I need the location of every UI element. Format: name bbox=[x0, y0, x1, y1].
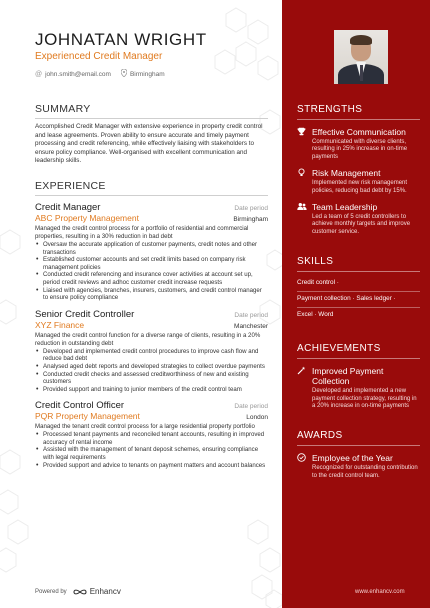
job-bullet: • Conducted credit checks and assessed creditworthiness of new and existing customers bbox=[35, 371, 268, 386]
award-description: Recognized for outstanding contribution to the credit control team. bbox=[312, 465, 418, 479]
check-circle-icon bbox=[297, 453, 306, 480]
job-bullet: • Developed and implemented credit control procedures to improve cash flow and reduce bad debt bbox=[35, 348, 268, 363]
achievement-item bbox=[297, 366, 420, 410]
candidate-headline: Experienced Credit Manager bbox=[35, 51, 163, 62]
job-location: Manchester bbox=[234, 322, 268, 330]
job-role: Credit Manager bbox=[35, 201, 101, 213]
job-date: Date period bbox=[234, 311, 268, 319]
job-bullets bbox=[35, 348, 268, 394]
candidate-name: JOHNATAN WRIGHT bbox=[35, 30, 207, 49]
strength-item bbox=[297, 202, 420, 236]
skill-row: Payment collection · Sales ledger · bbox=[297, 292, 420, 308]
footer-powered-by bbox=[35, 587, 121, 596]
brand-name: Enhancv bbox=[89, 587, 121, 596]
job-entry bbox=[35, 400, 268, 469]
footer-url[interactable]: www.enhancv.com bbox=[355, 589, 405, 595]
job-bullet: • Oversaw the accurate application of customer payments, credit notes and other transactions bbox=[35, 241, 268, 256]
job-location: Birmingham bbox=[233, 215, 268, 223]
job-bullet: • Assisted with the management of tenant deposit schemes, ensuring compliance with legal requirements bbox=[35, 446, 268, 461]
skills-list bbox=[297, 276, 420, 323]
bulb-icon bbox=[297, 168, 306, 195]
job-bullet: • Liaised with agencies, branches, insurers, customers, and credit control manager to ensure policy compliance bbox=[35, 287, 268, 302]
job-location: London bbox=[246, 414, 268, 422]
strength-title: Team Leadership bbox=[312, 202, 378, 213]
strength-description: Led a team of 5 credit controllers to achieve monthly targets and improve customer service. bbox=[312, 214, 411, 235]
award-item bbox=[297, 453, 420, 480]
awards-heading: AWARDS bbox=[297, 430, 420, 446]
magic-wand-icon bbox=[297, 366, 306, 410]
job-bullet: • Conducted credit referencing and insurance cover activities at account set up, period credit reviews and adhoc customer credit increase requests bbox=[35, 271, 268, 286]
job-role: Credit Control Officer bbox=[35, 400, 125, 412]
job-bullet: • Established customer accounts and set credit limits based on company risk management policies bbox=[35, 256, 268, 271]
job-description: Managed the credit control process for a portfolio of residential and commercial properties, resulting in a 30% reduction in bad debt bbox=[35, 224, 249, 240]
at-icon: @ bbox=[35, 70, 43, 78]
strength-description: Implemented new risk management policies, reducing bad debt by 15%. bbox=[312, 180, 408, 194]
skill-row: Excel · Word bbox=[297, 311, 334, 319]
enhancv-logo[interactable] bbox=[73, 587, 121, 596]
achievements-heading: ACHIEVEMENTS bbox=[297, 343, 420, 359]
location-text: Birmingham bbox=[129, 70, 165, 78]
job-date: Date period bbox=[234, 403, 268, 411]
strengths-heading: STRENGTHS bbox=[297, 104, 420, 120]
strength-item bbox=[297, 168, 420, 195]
job-entry bbox=[35, 202, 268, 302]
strength-title: Risk Management bbox=[312, 168, 381, 179]
summary-heading: SUMMARY bbox=[35, 103, 268, 119]
job-bullets bbox=[35, 241, 268, 302]
experience-heading: EXPERIENCE bbox=[35, 180, 268, 196]
skill-row: Credit control · bbox=[297, 276, 420, 292]
summary-text: Accomplished Credit Manager with extensive experience in property credit control and lease agreements. Proven ability to ensure accurate and timely payment processing and credit referencing, while effectively liaising with stakeholders to ensure policy compliance. Well-organised with excellent communication and leadership skills. bbox=[35, 123, 263, 165]
enhancv-logo-icon bbox=[73, 588, 87, 596]
job-bullet: • Analysed aged debt reports and developed strategies to collect overdue payments bbox=[35, 363, 268, 371]
achievement-description: Developed and implemented a new payment collection strategy, resulting in a 20% increase in on-time payments bbox=[312, 388, 417, 410]
powered-by-label: Powered by bbox=[35, 588, 67, 595]
trophy-icon bbox=[297, 127, 306, 161]
job-role: Senior Credit Controller bbox=[35, 308, 135, 320]
email-text: john.smith@email.com bbox=[45, 70, 111, 78]
sidebar bbox=[282, 0, 430, 608]
skills-heading: SKILLS bbox=[297, 256, 420, 272]
contact-email[interactable] bbox=[35, 71, 111, 78]
achievement-title: Improved Payment Collection bbox=[312, 366, 384, 387]
strength-description: Communicated with diverse clients, resulting in 25% increase in on-time payments bbox=[312, 139, 408, 160]
users-icon bbox=[297, 202, 306, 236]
strength-item bbox=[297, 127, 420, 161]
profile-photo bbox=[334, 30, 388, 84]
pin-icon bbox=[121, 69, 127, 79]
job-company: XYZ Finance bbox=[35, 319, 85, 330]
job-bullet: • Provided support and training to junior members of the credit control team bbox=[35, 386, 268, 394]
award-title: Employee of the Year bbox=[312, 453, 393, 464]
job-company: ABC Property Management bbox=[35, 212, 139, 223]
job-description: Managed the credit control function for a diverse range of clients, resulting in a 20% reduction in outstanding debt bbox=[35, 331, 261, 347]
job-date: Date period bbox=[234, 204, 268, 212]
strength-title: Effective Communication bbox=[312, 127, 406, 137]
job-bullet: • Processed tenant payments and reconciled tenant accounts, resulting in improved accuracy of rental income bbox=[35, 431, 268, 446]
job-description: Managed the tenant credit control process for a large residential property portfolio bbox=[35, 423, 255, 431]
contact-info bbox=[35, 69, 268, 79]
job-entry bbox=[35, 309, 268, 394]
job-bullet: • Provided support and advice to tenants on payment matters and account balances bbox=[35, 462, 268, 470]
job-company: PQR Property Management bbox=[35, 411, 140, 422]
contact-location bbox=[121, 69, 165, 79]
job-bullets bbox=[35, 431, 268, 469]
